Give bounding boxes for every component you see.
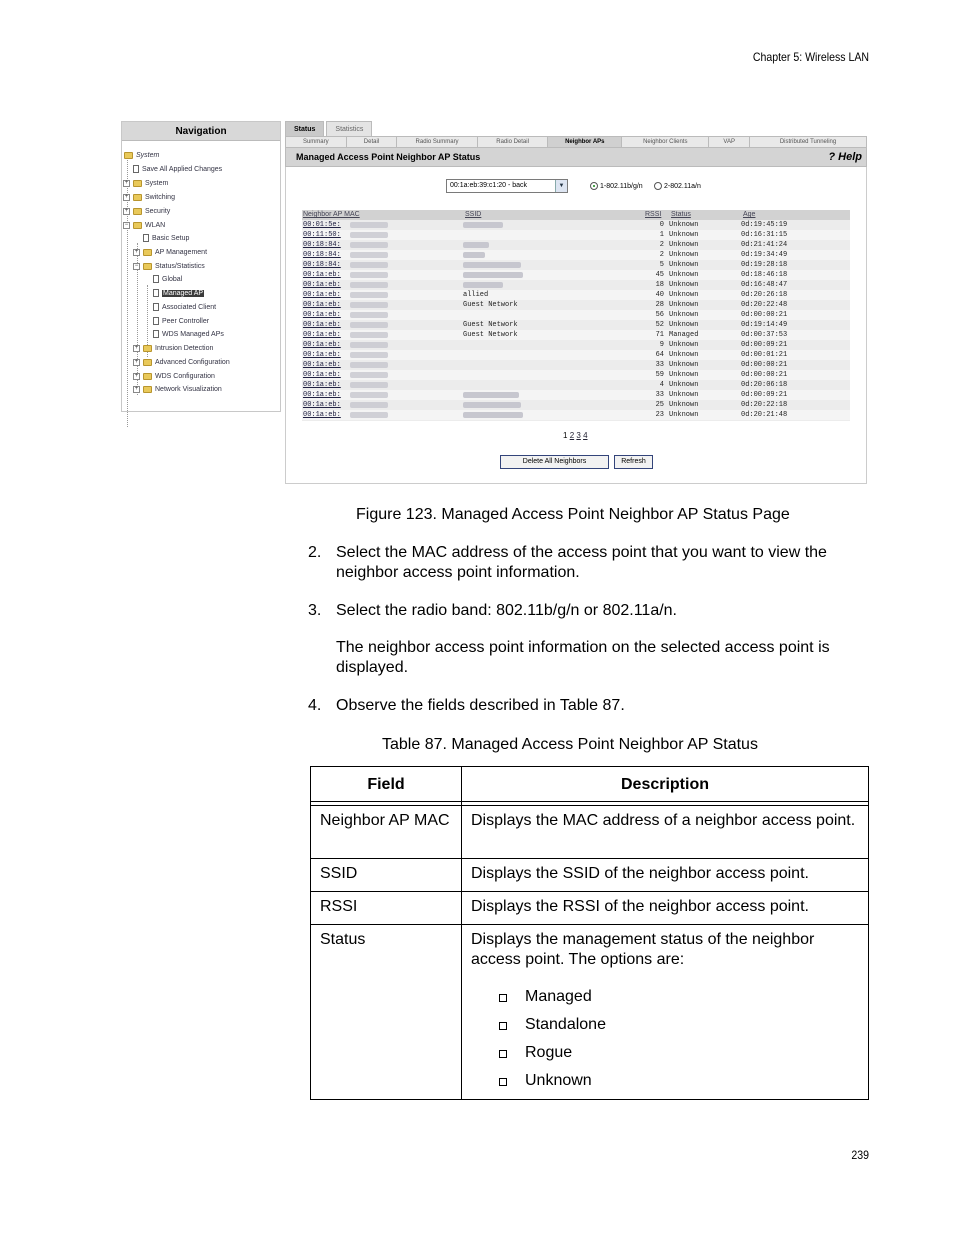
radio-unselected-icon[interactable] [654,182,662,190]
navigation-panel [121,121,281,412]
redacted-mac [350,412,388,418]
status-option-managed: Managed [499,987,592,1007]
expand-icon[interactable]: + [134,372,139,379]
delete-all-neighbors-button[interactable]: Delete All Neighbors [500,455,609,469]
square-bullet-icon [499,994,507,1002]
rssi-cell: 52 [655,321,664,329]
mac-address-select[interactable] [446,179,568,193]
column-header-rssi[interactable]: RSSI [645,211,662,218]
redacted-mac [350,332,388,338]
redacted-mac [350,292,388,298]
folder-icon [124,152,133,159]
page-icon [153,330,159,338]
status-cell: Unknown [669,271,699,279]
neighbor-mac-link[interactable]: 00:11:50: [303,231,341,239]
folder-icon [143,386,152,393]
page-icon [153,275,159,283]
nav-item-system-root[interactable]: System [124,149,159,161]
page-title: Managed Access Point Neighbor AP Status [296,152,481,162]
status-cell: Unknown [669,251,699,259]
navigation-title: Navigation [122,122,280,141]
page-link: 1 [563,431,568,440]
square-bullet-icon [499,1022,507,1030]
tab-detail[interactable]: Detail [347,137,398,147]
redacted-mac [350,312,388,318]
page-number: 239 [851,1148,869,1162]
folder-icon [133,194,142,201]
figure-caption: Figure 123. Managed Access Point Neighbor AP Status Page [356,506,790,523]
age-cell: 0d:16:31:15 [741,231,788,239]
redacted-mac [350,272,388,278]
field-rssi: RSSI [320,898,358,915]
description-ssid: Displays the SSID of the neighbor access point. [471,865,809,882]
tab-vap[interactable]: VAP [709,137,750,147]
redacted-mac [350,232,388,238]
status-cell: Unknown [669,381,699,389]
folder-icon [143,359,152,366]
chevron-down-icon[interactable]: ▼ [555,180,567,192]
table-row [302,280,850,290]
redacted-ssid [463,262,521,268]
age-cell: 0d:16:48:47 [741,281,788,289]
header-field: Field [367,776,405,793]
redacted-mac [350,322,388,328]
rssi-cell: 23 [655,411,664,419]
refresh-button[interactable]: Refresh [614,455,653,469]
age-cell: 0d:20:21:48 [741,411,788,419]
table-row [302,330,850,340]
neighbor-mac-link[interactable]: 00:1a:eb: [303,271,341,279]
redacted-mac [350,302,388,308]
redacted-ssid [463,392,519,398]
ssid-cell: allied [463,291,489,299]
table-row [302,310,850,320]
square-bullet-icon [499,1050,507,1058]
redacted-mac [350,222,388,228]
table-row [302,360,850,370]
redacted-mac [350,262,388,268]
expand-icon[interactable]: + [134,358,139,365]
tab-neighbor-aps[interactable]: Neighbor APs [548,137,622,147]
rssi-cell: 5 [659,261,664,269]
ssid-cell: Guest Network [463,321,518,329]
rssi-cell: 0 [659,221,664,229]
rssi-cell: 2 [659,251,664,259]
ssid-cell: Guest Network [463,331,518,339]
rssi-cell: 25 [655,401,664,409]
field-status: Status [320,931,366,948]
redacted-mac [350,342,388,348]
open-folder-icon [143,263,152,270]
table-row [302,240,850,250]
nav-item-peer-controller[interactable]: Peer Controller [153,315,209,327]
status-cell: Unknown [669,291,699,299]
tab-radio-summary[interactable]: Radio Summary [397,137,477,147]
age-cell: 0d:19:45:19 [741,221,788,229]
rssi-cell: 18 [655,281,664,289]
redacted-mac [350,242,388,248]
table-row [302,300,850,310]
page-icon [133,165,139,173]
status-cell: Unknown [669,241,699,249]
neighbor-mac-link[interactable]: 00:1a:eb: [303,301,341,309]
neighbor-mac-link[interactable]: 00:1a:eb: [303,331,341,339]
tab-neighbor-clients[interactable]: Neighbor Clients [622,137,709,147]
square-bullet-icon [499,1078,507,1086]
collapse-icon[interactable]: − [134,262,139,269]
table-row [302,250,850,260]
age-cell: 0d:00:00:21 [741,361,788,369]
nav-item-status-statistics[interactable]: − Status/Statistics [134,262,205,270]
age-cell: 0d:19:34:49 [741,251,788,259]
redacted-ssid [463,282,503,288]
redacted-ssid [463,402,521,408]
nav-item-advanced-configuration[interactable]: + Advanced Configuration [134,358,230,366]
step-3-note: The neighbor access point information on the selected access point is displayed. [336,639,830,676]
help-link[interactable]: ? Help [828,151,862,163]
table-row [302,380,850,390]
redacted-mac [350,252,388,258]
radio-band-2[interactable]: 2-802.11a/n [654,182,701,190]
nav-item-associated-client[interactable]: Associated Client [153,301,216,313]
description-status: Displays the management status of the neighbor access point. The options are: [471,931,815,968]
age-cell: 0d:21:41:24 [741,241,788,249]
folder-icon [133,180,142,187]
redacted-ssid [463,272,523,278]
status-cell: Managed [669,331,699,339]
neighbor-mac-link[interactable]: 00:18:84: [303,251,341,259]
rssi-cell: 4 [659,381,664,389]
nav-item-system[interactable]: + System [124,179,169,187]
neighbor-mac-link[interactable]: 00:1a:eb: [303,291,341,299]
collapse-icon[interactable]: − [124,221,129,228]
folder-icon [133,208,142,215]
radio-band-1[interactable]: 1-802.11b/g/n [590,182,643,190]
rssi-cell: 9 [659,341,664,349]
column-header-status[interactable]: Status [671,211,691,218]
status-cell: Unknown [669,311,699,319]
age-cell: 0d:19:14:49 [741,321,788,329]
table-row [302,320,850,330]
table-header [302,210,850,220]
status-cell: Unknown [669,321,699,329]
page-link[interactable]: 3 [576,431,581,440]
tab-summary[interactable]: Summary [286,137,347,147]
nav-item-wlan[interactable]: − WLAN [124,221,166,229]
neighbor-mac-link[interactable]: 00:1a:eb: [303,341,341,349]
main-panel [285,121,867,484]
redacted-mac [350,392,388,398]
neighbor-mac-link[interactable]: 00:1a:eb: [303,411,341,419]
table-row [302,400,850,410]
age-cell: 0d:00:37:53 [741,331,788,339]
status-cell: Unknown [669,411,699,419]
tab-radio-detail[interactable]: Radio Detail [478,137,549,147]
status-cell: Unknown [669,401,699,409]
rssi-cell: 64 [655,351,664,359]
nav-item-ap-management[interactable]: + AP Management [134,248,208,256]
folder-icon [143,345,152,352]
nav-item-switching[interactable]: + Switching [124,193,175,201]
navigation-tree [122,141,280,393]
nav-item-wds-configuration[interactable]: + WDS Configuration [134,372,215,380]
rssi-cell: 33 [655,361,664,369]
pagination [563,431,588,440]
neighbor-mac-link[interactable]: 00:1a:eb: [303,321,341,329]
page-link[interactable]: 2 [569,431,575,440]
field-ssid: SSID [320,865,358,882]
age-cell: 0d:00:00:21 [741,371,788,379]
neighbor-mac-link[interactable]: 00:18:84: [303,241,341,249]
radio-selected-icon[interactable] [590,182,598,190]
redacted-mac [350,282,388,288]
neighbor-mac-link[interactable]: 00:1a:eb: [303,391,341,399]
nav-item-managed-ap[interactable]: Managed AP [153,287,204,299]
expand-icon[interactable]: + [124,179,129,186]
column-header-age[interactable]: Age [743,211,756,218]
neighbor-mac-link[interactable]: 00:1a:eb: [303,371,341,379]
redacted-mac [350,362,388,368]
status-option-standalone: Standalone [499,1015,606,1035]
redacted-ssid [463,242,489,248]
rssi-cell: 33 [655,391,664,399]
age-cell: 0d:00:09:21 [741,391,788,399]
nav-item-wds-managed-aps[interactable]: WDS Managed APs [153,328,224,340]
table-row [302,270,850,280]
table-row [302,340,850,350]
neighbor-mac-link[interactable]: 00:1a:eb: [303,361,341,369]
redacted-ssid [463,222,503,228]
table-row [302,220,850,230]
status-cell: Unknown [669,231,699,239]
status-cell: Unknown [669,371,699,379]
ssid-cell: Guest Network [463,301,518,309]
expand-icon[interactable]: + [124,193,129,200]
description-rssi: Displays the RSSI of the neighbor access point. [471,898,809,915]
status-option-unknown: Unknown [499,1071,592,1091]
age-cell: 0d:18:46:18 [741,271,788,279]
table-caption: Table 87. Managed Access Point Neighbor AP Status [382,736,758,753]
table-row [302,230,850,240]
redacted-mac [350,372,388,378]
table-row [302,370,850,380]
status-cell: Unknown [669,361,699,369]
age-cell: 0d:00:00:21 [741,311,788,319]
neighbor-mac-link[interactable]: 00:1a:eb: [303,351,341,359]
redacted-ssid [463,252,485,258]
redacted-mac [350,402,388,408]
content-area [285,167,867,484]
column-header-mac[interactable]: Neighbor AP MAC [303,211,360,218]
tab-statistics[interactable]: Statistics [326,121,372,136]
table-row [302,260,850,270]
rssi-cell: 2 [659,241,664,249]
rssi-cell: 71 [655,331,664,339]
folder-icon [143,373,152,380]
status-cell: Unknown [669,391,699,399]
age-cell: 0d:20:06:18 [741,381,788,389]
nav-item-global[interactable]: Global [153,273,182,285]
age-cell: 0d:20:22:48 [741,301,788,309]
table-row [302,290,850,300]
status-cell: Unknown [669,261,699,269]
neighbor-mac-link[interactable]: 00:1a:eb: [303,401,341,409]
status-option-rogue: Rogue [499,1043,572,1063]
age-cell: 0d:00:01:21 [741,351,788,359]
expand-icon[interactable]: + [134,385,139,392]
neighbor-mac-link[interactable]: 00:1a:eb: [303,381,341,389]
redacted-mac [350,382,388,388]
mac-select-value: 00:1a:eb:39:c1:20 - back [450,182,528,189]
redacted-ssid [463,412,523,418]
neighbor-mac-link[interactable]: 00:01:5e: [303,221,341,229]
age-cell: 0d:20:26:18 [741,291,788,299]
tab-distributed-tunneling[interactable]: Distributed Tunneling [779,139,837,145]
tab-status[interactable]: Status [285,121,324,136]
rssi-cell: 28 [655,301,664,309]
expand-icon[interactable]: + [134,248,139,255]
fields-table [310,766,869,1100]
status-cell: Unknown [669,341,699,349]
field-neighbor-ap-mac: Neighbor AP MAC [320,812,450,829]
redacted-mac [350,352,388,358]
chapter-header: Chapter 5: Wireless LAN [752,50,869,64]
column-header-ssid[interactable]: SSID [465,211,482,218]
page-icon [153,289,159,297]
rssi-cell: 40 [655,291,664,299]
status-cell: Unknown [669,221,699,229]
expand-icon[interactable]: + [134,344,139,351]
nav-item-network-visualization[interactable]: + Network Visualization [134,385,222,393]
open-folder-icon [133,222,142,229]
page-link[interactable]: 4 [583,431,588,440]
rssi-cell: 59 [655,371,664,379]
rssi-cell: 1 [659,231,664,239]
sub-tabs [285,136,867,148]
nav-item-security[interactable]: + Security [124,207,171,215]
table-row [302,390,850,400]
page-icon [153,303,159,311]
page-header [285,148,867,167]
header-description: Description [620,776,709,793]
table-row [302,350,850,360]
status-cell: Unknown [669,351,699,359]
status-cell: Unknown [669,281,699,289]
age-cell: 0d:19:28:18 [741,261,788,269]
nav-item-save-all-applied-changes[interactable]: Save All Applied Changes [133,163,222,175]
neighbor-ap-table [302,210,850,421]
age-cell: 0d:00:09:21 [741,341,788,349]
neighbor-mac-link[interactable]: 00:1a:eb: [303,311,341,319]
neighbor-mac-link[interactable]: 00:18:84: [303,261,341,269]
top-tabs [285,121,372,136]
rssi-cell: 45 [655,271,664,279]
folder-icon [143,249,152,256]
neighbor-mac-link[interactable]: 00:1a:eb: [303,281,341,289]
table-row [302,410,850,420]
nav-item-intrusion-detection[interactable]: + Intrusion Detection [134,344,214,352]
age-cell: 0d:20:22:18 [741,401,788,409]
rssi-cell: 56 [655,311,664,319]
description-neighbor-ap-mac: Displays the MAC address of a neighbor access point. [471,812,856,829]
nav-item-basic-setup[interactable]: Basic Setup [143,232,189,244]
expand-icon[interactable]: + [124,207,129,214]
page-icon [153,317,159,325]
page-icon [143,234,149,242]
status-cell: Unknown [669,301,699,309]
